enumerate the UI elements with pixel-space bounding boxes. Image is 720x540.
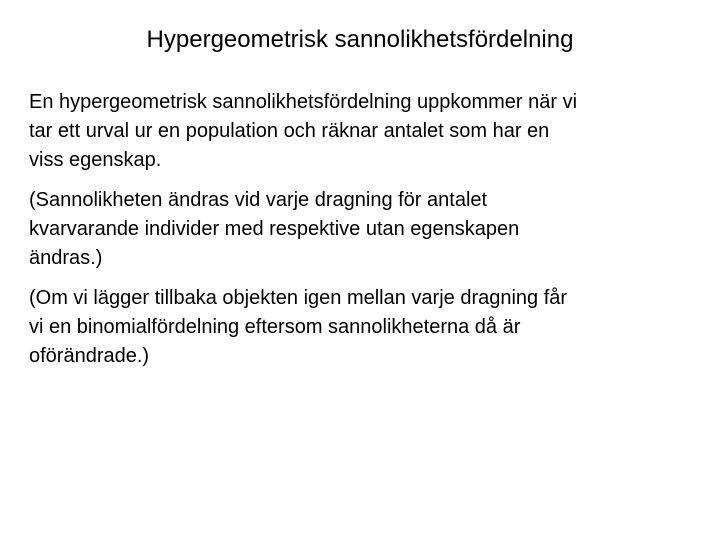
text-line: vi en binomialfördelning eftersom sannolikheterna då är [29, 316, 521, 338]
paragraph-binomial-note [29, 284, 699, 371]
text-line: ändras.) [29, 247, 103, 269]
text-line: tar ett urval ur en population och räknar antalet som har en [29, 120, 550, 142]
text-line: viss egenskap. [29, 149, 162, 171]
text-line: En hypergeometrisk sannolikhetsfördelning uppkommer när vi [29, 91, 578, 113]
slide-body [29, 88, 699, 382]
text-line: (Om vi lägger tillbaka objekten igen mellan varje dragning får [29, 287, 568, 309]
paragraph-definition [29, 88, 699, 175]
text-line: kvarvarande individer med respektive utan egenskapen [29, 218, 520, 240]
paragraph-probability-note [29, 186, 699, 273]
slide-title: Hypergeometrisk sannolikhetsfördelning [146, 26, 574, 53]
text-line: (Sannolikheten ändras vid varje dragning för antalet [29, 189, 488, 211]
text-line: oförändrade.) [29, 345, 150, 367]
